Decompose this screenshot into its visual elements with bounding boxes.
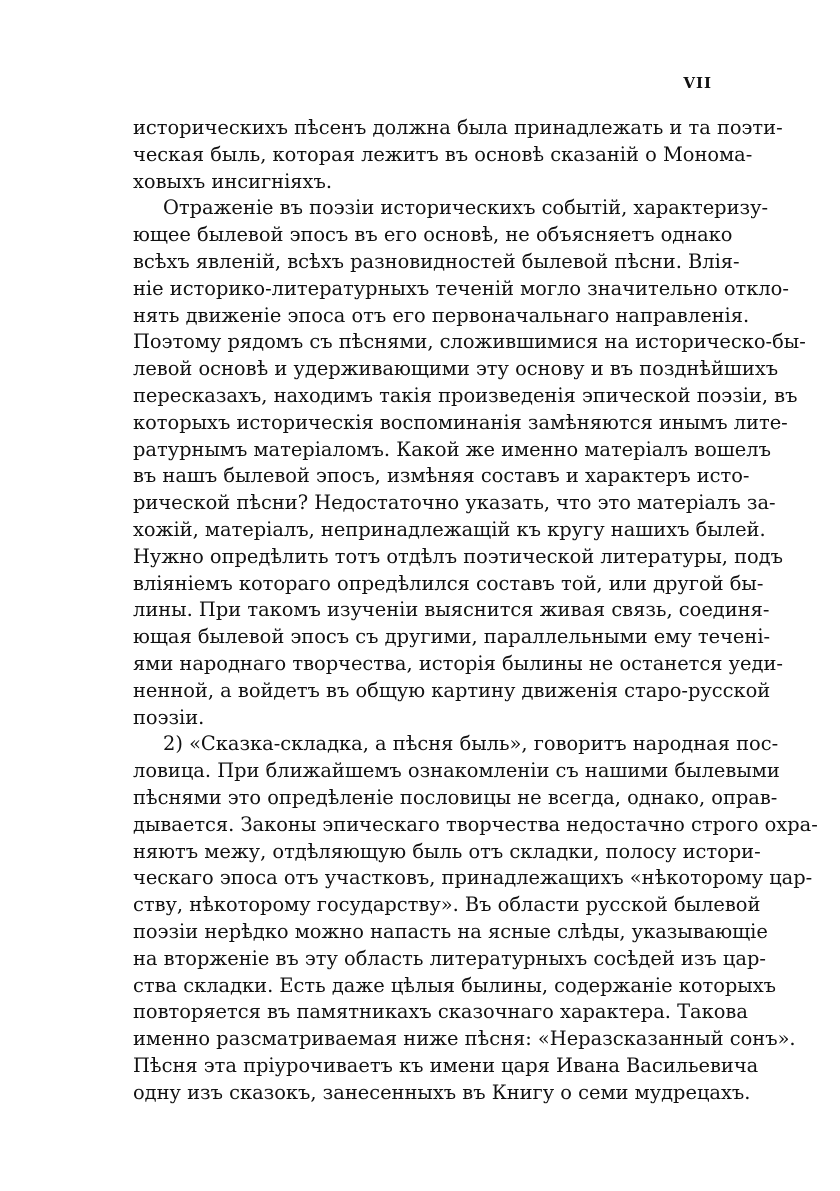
text-line: ями народнаго творчества, исторія былины не останется уеди- bbox=[133, 651, 783, 675]
text-line: левой основѣ и удерживающими эту основу и въ позднѣйшихъ bbox=[133, 357, 779, 381]
text-line: историческихъ пѣсенъ должна была принадлежать и та поэти- bbox=[133, 116, 783, 139]
text-line: рической пѣсни? Недостаточно указать, что это матеріалъ за- bbox=[133, 491, 776, 515]
text-line: поэзіи нерѣдко можно напасть на ясные слѣды, указывающіе bbox=[133, 919, 768, 943]
text-line: ства складки. Есть даже цѣлыя былины, содержаніе которыхъ bbox=[133, 973, 777, 997]
text-line: ловица. При ближайшемъ ознакомленіи съ нашими былевыми bbox=[133, 759, 780, 783]
text-line: ческая быль, которая лежитъ въ основѣ сказаній о Монома- bbox=[133, 142, 753, 166]
paragraph-3 bbox=[133, 731, 818, 1106]
text-line: ніе историко-литературныхъ теченій могло значительно откло- bbox=[133, 276, 789, 300]
text-line: ховыхъ инсигніяхъ. bbox=[133, 169, 332, 193]
text-line: именно разсматриваемая ниже пѣсня: «Неразсказанный сонъ». bbox=[133, 1027, 796, 1051]
text-line: ющее былевой эпосъ въ его основѣ, не объясняетъ однако bbox=[133, 223, 733, 247]
text-line: Поэтому рядомъ съ пѣснями, сложившимися на историческо-бы- bbox=[133, 330, 806, 354]
text-line: на вторженіе въ эту область литературныхъ сосѣдей изъ цар- bbox=[133, 946, 766, 970]
text-line: 2) «Сказка-складка, а пѣсня быль», говоритъ народная пос- bbox=[163, 732, 779, 756]
body-text bbox=[133, 115, 818, 1106]
text-line: ству, нѣкоторому государству». Въ области русской былевой bbox=[133, 893, 761, 917]
text-line: въ нашъ былевой эпосъ, измѣняя составъ и характеръ исто- bbox=[133, 464, 750, 488]
text-line: Пѣсня эта пріурочиваетъ къ имени царя Ивана Васильевича bbox=[133, 1053, 759, 1077]
text-line: няютъ межу, отдѣляющую быль отъ складки, полосу истори- bbox=[133, 839, 761, 863]
text-line: ратурнымъ матеріаломъ. Какой же именно матеріалъ вошелъ bbox=[133, 437, 771, 461]
page-number: VII bbox=[683, 74, 712, 92]
text-line: вліяніемъ котораго опредѣлился составъ той, или другой бы- bbox=[133, 571, 764, 595]
text-line: ненной, а войдетъ въ общую картину движенія старо-русской bbox=[133, 678, 771, 702]
text-line: повторяется въ памятникахъ сказочнаго характера. Такова bbox=[133, 1000, 748, 1024]
text-line: которыхъ историческія воспоминанія замѣняются инымъ лите- bbox=[133, 410, 788, 434]
text-line: лины. При такомъ изученіи выяснится живая связь, соединя- bbox=[133, 598, 770, 622]
text-line: хожій, матеріалъ, непринадлежащій къ кругу нашихъ былей. bbox=[133, 517, 766, 541]
text-line: одну изъ сказокъ, занесенныхъ въ Книгу о семи мудрецахъ. bbox=[133, 1080, 751, 1104]
text-line: пѣснями это опредѣленіе пословицы не всегда, однако, оправ- bbox=[133, 785, 778, 809]
text-line: ческаго эпоса отъ участковъ, принадлежащихъ «нѣкоторому цар- bbox=[133, 866, 813, 890]
text-line: пересказахъ, находимъ такія произведенія эпической поэзіи, въ bbox=[133, 383, 798, 407]
text-line: Нужно опредѣлить тотъ отдѣлъ поэтической литературы, подъ bbox=[133, 544, 783, 568]
paragraph-1 bbox=[133, 115, 783, 195]
text-line: дывается. Законы эпическаго творчества недостачно строго охра- bbox=[133, 812, 818, 836]
text-line: Отраженіе въ поэзіи историческихъ событій, характеризу- bbox=[163, 196, 769, 220]
paragraph-2 bbox=[133, 195, 806, 731]
text-line: ющая былевой эпосъ съ другими, параллельными ему течені- bbox=[133, 625, 771, 649]
text-line: нять движеніе эпоса отъ его первоначальнаго направленія. bbox=[133, 303, 750, 327]
text-line: поэзіи. bbox=[133, 705, 205, 729]
text-line: всѣхъ явленій, всѣхъ разновидностей былевой пѣсни. Влія- bbox=[133, 249, 740, 273]
